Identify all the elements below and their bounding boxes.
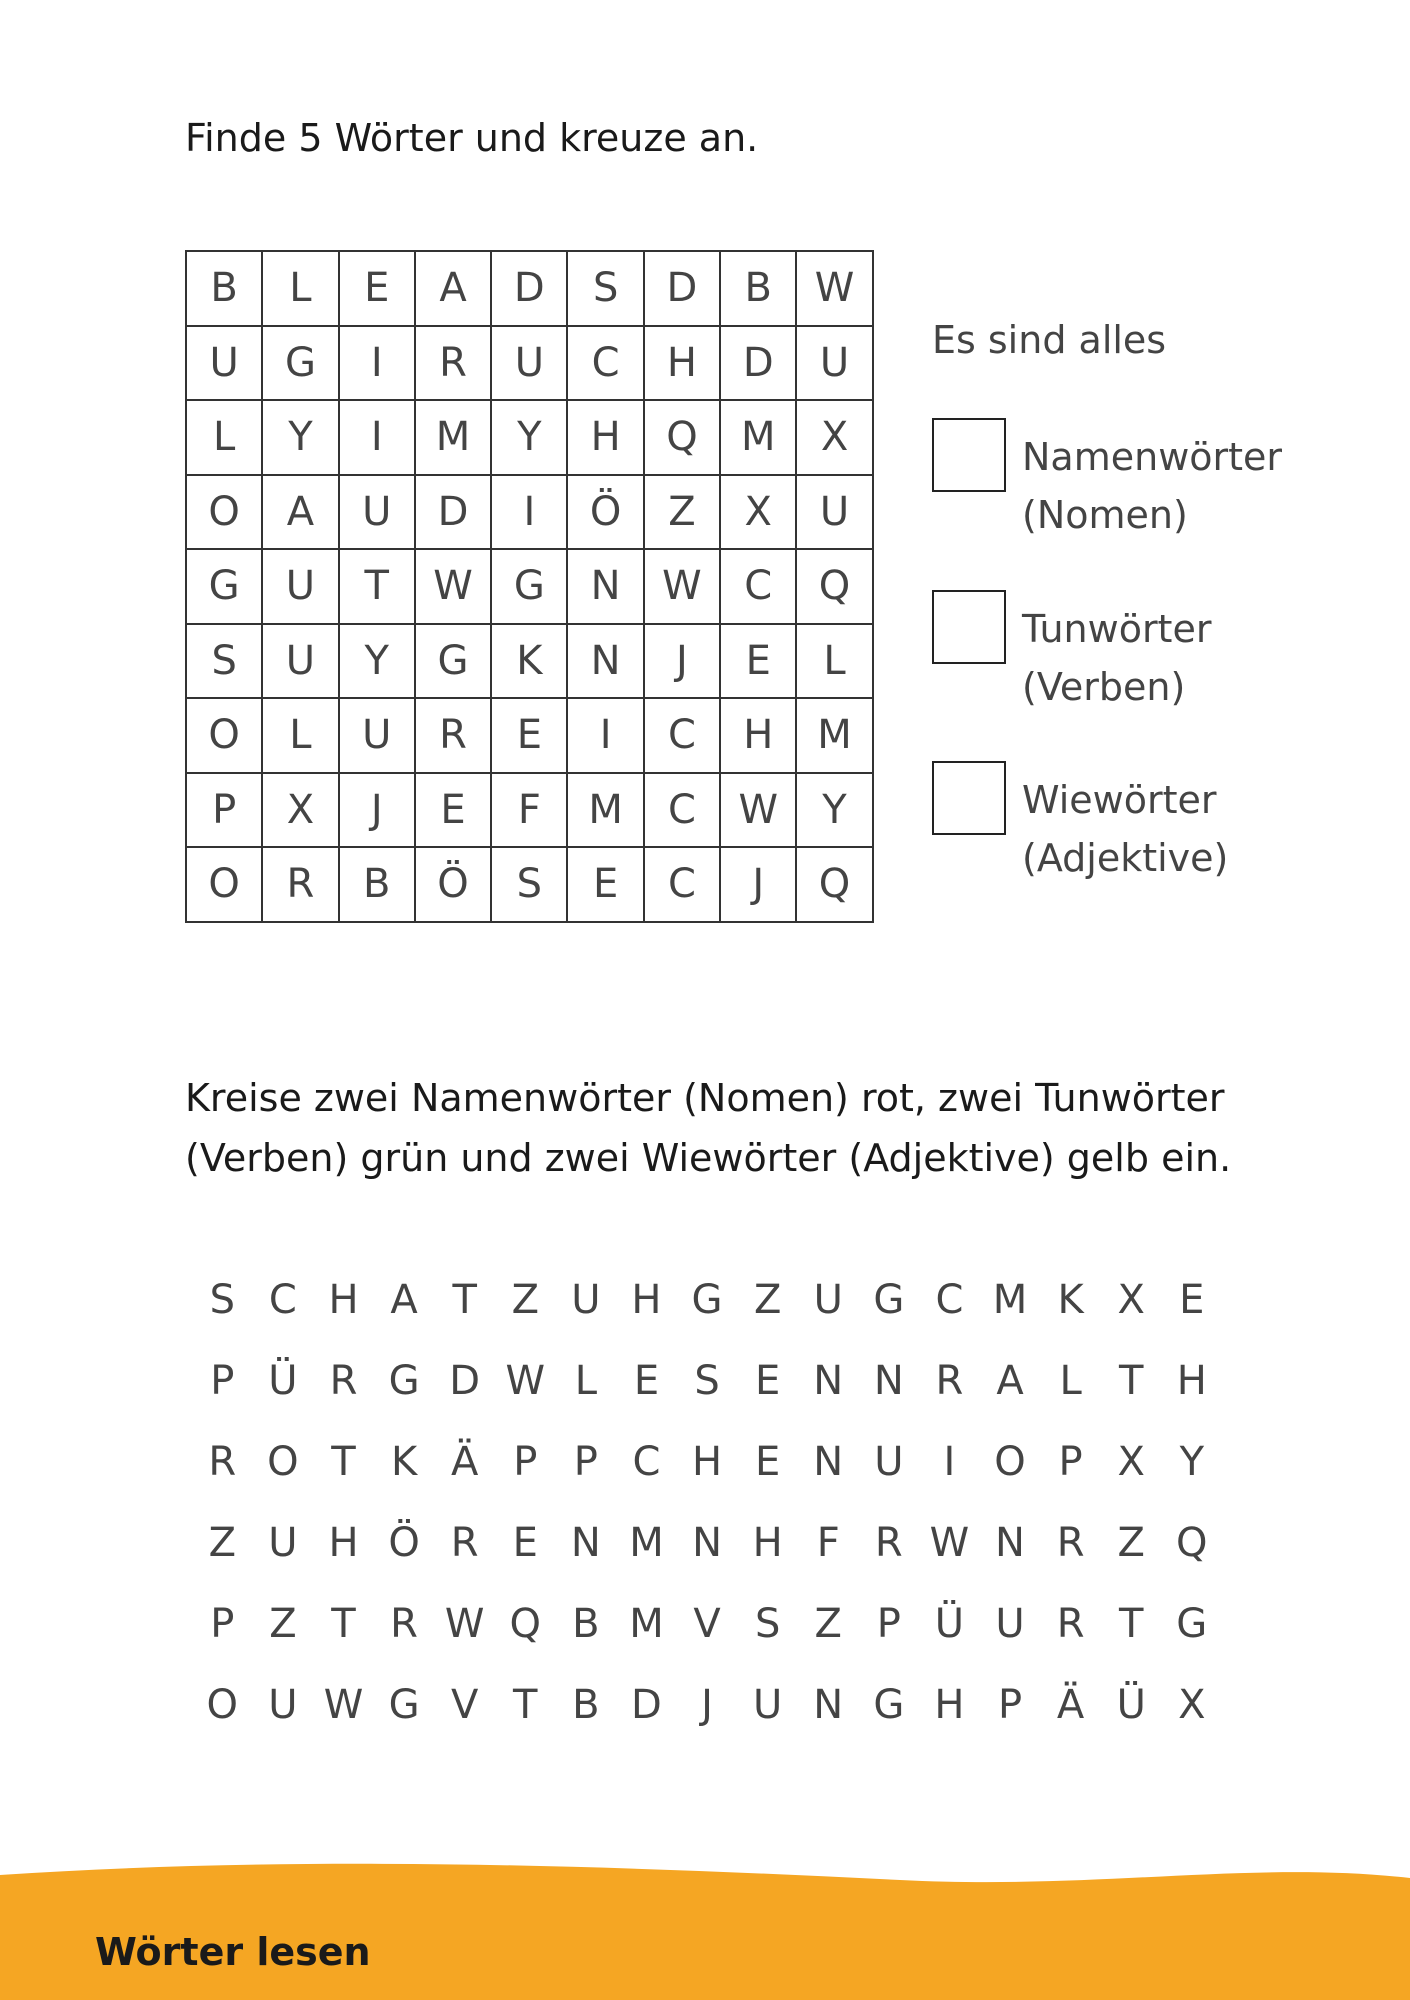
grid-cell[interactable]: T (339, 549, 415, 624)
letter-cell[interactable]: S (694, 1358, 720, 1404)
grid-cell[interactable]: M (567, 773, 643, 848)
letter-cell[interactable]: J (701, 1682, 713, 1728)
letter-cell[interactable]: E (633, 1358, 660, 1404)
letter-cell[interactable]: H (934, 1682, 965, 1728)
grid-cell[interactable]: O (186, 847, 262, 922)
instruction-circle-words: Kreise zwei Namenwörter (Nomen) rot, zwei Tunwörter (Verben) grün und zwei Wiewörter (Adjektive) gelb ein. (185, 1076, 1232, 1180)
letter-cell[interactable]: W (929, 1520, 970, 1566)
letter-cell[interactable]: N (873, 1358, 904, 1404)
letter-cell[interactable]: L (574, 1358, 597, 1404)
grid-cell[interactable]: S (567, 251, 643, 326)
letter-cell[interactable]: H (631, 1277, 662, 1323)
letter-cell[interactable]: O (267, 1439, 299, 1485)
letter-cell[interactable]: H (1176, 1358, 1207, 1404)
option-label: Namenwörter (Nomen) (1022, 435, 1283, 537)
grid-cell[interactable]: A (262, 475, 338, 550)
grid-cell[interactable]: C (720, 549, 796, 624)
letter-cell[interactable]: S (754, 1601, 781, 1647)
word-search-grid (185, 250, 874, 923)
grid-cell[interactable]: J (720, 847, 796, 922)
grid-row (186, 549, 873, 624)
letter-cell[interactable]: D (631, 1682, 662, 1728)
letter-cell[interactable]: D (449, 1358, 481, 1404)
grid-cell[interactable]: L (796, 624, 872, 699)
option-label: Wiewörter (Adjektive) (1022, 778, 1229, 880)
grid-cell[interactable]: U (796, 326, 872, 401)
letter-cell[interactable]: P (210, 1601, 235, 1647)
grid-cell[interactable]: C (567, 326, 643, 401)
grid-cell[interactable]: J (339, 773, 415, 848)
option-label: Tunwörter (Verben) (1022, 607, 1212, 709)
letter-cell[interactable]: T (513, 1682, 538, 1728)
grid-cell[interactable]: I (339, 326, 415, 401)
letter-cell[interactable]: R (1056, 1520, 1085, 1566)
grid-cell[interactable]: B (720, 251, 796, 326)
letter-cell[interactable]: Ü (268, 1358, 298, 1404)
letter-cell[interactable]: F (816, 1520, 840, 1566)
grid-cell[interactable]: Q (796, 847, 872, 922)
letter-cell[interactable]: R (208, 1439, 237, 1485)
grid-cell[interactable]: G (415, 624, 491, 699)
letter-cell[interactable]: C (935, 1277, 964, 1323)
grid-cell[interactable]: R (415, 698, 491, 773)
grid-cell[interactable]: L (186, 400, 262, 475)
grid-cell[interactable]: H (644, 326, 720, 401)
letter-cell[interactable]: H (692, 1439, 723, 1485)
grid-row (186, 475, 873, 550)
grid-cell[interactable]: E (720, 624, 796, 699)
grid-cell[interactable]: B (339, 847, 415, 922)
grid-cell[interactable]: P (186, 773, 262, 848)
grid-cell[interactable]: Q (644, 400, 720, 475)
letter-cell[interactable]: M (992, 1277, 1028, 1323)
letter-cell[interactable]: N (570, 1520, 601, 1566)
letter-cell[interactable]: X (1117, 1277, 1145, 1323)
letter-cell[interactable]: N (692, 1520, 722, 1566)
letter-cell[interactable]: Z (269, 1601, 297, 1647)
letter-cell[interactable]: Ä (1056, 1682, 1085, 1728)
letter-cell[interactable]: P (573, 1439, 598, 1485)
letter-cell[interactable]: O (994, 1439, 1026, 1485)
grid-cell[interactable]: Y (262, 400, 338, 475)
letter-cell[interactable]: Q (1176, 1520, 1208, 1566)
grid-cell[interactable]: G (491, 549, 567, 624)
letter-cell[interactable]: Z (208, 1520, 236, 1566)
letter-cell[interactable]: C (632, 1439, 661, 1485)
grid-cell[interactable]: H (720, 698, 796, 773)
grid-cell[interactable]: Z (644, 475, 720, 550)
grid-cell[interactable]: Y (339, 624, 415, 699)
grid-cell[interactable]: M (415, 400, 491, 475)
letter-cell[interactable]: T (331, 1439, 356, 1485)
grid-cell[interactable]: L (262, 251, 338, 326)
letter-cell[interactable]: L (1059, 1358, 1082, 1404)
grid-cell[interactable]: L (262, 698, 338, 773)
letter-cell[interactable]: G (388, 1358, 420, 1404)
letter-cell[interactable]: G (873, 1682, 905, 1728)
letter-cell[interactable]: U (753, 1682, 783, 1728)
letter-cell[interactable]: R (935, 1358, 964, 1404)
grid-cell[interactable]: E (567, 847, 643, 922)
letter-cell[interactable]: K (390, 1439, 418, 1485)
letter-cell[interactable]: T (331, 1601, 356, 1647)
grid-cell[interactable]: D (415, 475, 491, 550)
letter-cell[interactable]: K (1057, 1277, 1084, 1323)
letter-cell[interactable]: O (206, 1682, 239, 1728)
checkbox-tunwoerter[interactable] (932, 590, 1006, 664)
grid-cell[interactable]: S (491, 847, 567, 922)
grid-cell[interactable]: G (186, 549, 262, 624)
letter-cell[interactable]: Ü (934, 1601, 965, 1647)
grid-cell[interactable]: W (796, 251, 872, 326)
grid-cell[interactable]: M (796, 698, 872, 773)
letter-cell[interactable]: P (997, 1682, 1023, 1728)
grid-cell[interactable]: W (644, 549, 720, 624)
grid-cell[interactable]: I (339, 400, 415, 475)
letter-cell[interactable]: I (943, 1439, 956, 1485)
grid-cell[interactable]: Ö (567, 475, 643, 550)
letter-cell[interactable]: N (995, 1520, 1025, 1566)
letter-cell[interactable]: Ö (388, 1520, 420, 1566)
letter-cell[interactable]: N (813, 1358, 844, 1404)
letter-cell[interactable]: U (813, 1277, 843, 1323)
grid-cell[interactable]: Ö (415, 847, 491, 922)
grid-cell[interactable]: E (339, 251, 415, 326)
grid-row (186, 400, 873, 475)
letter-cell[interactable]: G (873, 1277, 905, 1323)
footer-wave-shape (0, 1850, 1410, 2000)
letter-cell[interactable]: P (876, 1601, 901, 1647)
grid-cell[interactable]: X (720, 475, 796, 550)
grid-cell[interactable]: W (720, 773, 796, 848)
letter-cell[interactable]: U (268, 1520, 298, 1566)
grid-cell[interactable]: U (262, 624, 338, 699)
grid-cell[interactable]: G (262, 326, 338, 401)
category-question: Es sind alles (932, 318, 1167, 362)
grid-cell[interactable]: J (644, 624, 720, 699)
grid-cell[interactable]: S (186, 624, 262, 699)
grid-cell[interactable]: N (567, 549, 643, 624)
letter-cell[interactable]: R (390, 1601, 418, 1647)
letter-cell[interactable]: W (323, 1682, 364, 1728)
grid-cell[interactable]: R (262, 847, 338, 922)
letter-cell[interactable]: M (629, 1520, 664, 1566)
letter-cell[interactable]: E (512, 1520, 538, 1566)
letter-cell[interactable]: Z (511, 1277, 539, 1323)
grid-cell[interactable]: C (644, 847, 720, 922)
grid-cell[interactable]: U (262, 549, 338, 624)
grid-row (186, 624, 873, 699)
footer-band (0, 1850, 1410, 2000)
footer-title: Wörter lesen (95, 1930, 371, 1974)
grid-cell[interactable]: U (186, 326, 262, 401)
letter-cell[interactable]: U (571, 1277, 601, 1323)
letter-cell[interactable]: E (755, 1358, 781, 1404)
letter-cell[interactable]: Z (753, 1277, 782, 1323)
letter-cell[interactable]: H (328, 1277, 359, 1323)
letter-cell[interactable]: E (1179, 1277, 1205, 1323)
instruction-find-words: Finde 5 Wörter und kreuze an. (185, 116, 759, 160)
grid-cell[interactable]: W (415, 549, 491, 624)
letter-cell[interactable]: Z (814, 1601, 842, 1647)
letter-cell[interactable]: B (572, 1682, 600, 1728)
grid-cell[interactable]: E (491, 698, 567, 773)
letter-cell[interactable]: Q (509, 1601, 541, 1647)
letter-cell[interactable]: R (329, 1358, 358, 1404)
grid-row (186, 251, 873, 326)
grid-cell[interactable]: U (339, 698, 415, 773)
letter-cell[interactable]: P (513, 1439, 538, 1485)
grid-cell[interactable]: K (491, 624, 567, 699)
letter-cell[interactable]: T (452, 1277, 477, 1323)
letter-cell[interactable]: P (210, 1358, 235, 1404)
letter-cell[interactable]: E (755, 1439, 781, 1485)
letter-cell[interactable]: V (450, 1682, 479, 1728)
letter-cell[interactable]: C (268, 1277, 297, 1323)
letter-cell[interactable]: Ä (450, 1439, 479, 1485)
letter-cell[interactable]: H (752, 1520, 783, 1566)
checkbox-namenwoerter[interactable] (932, 418, 1006, 492)
grid-cell[interactable]: X (262, 773, 338, 848)
letter-cell[interactable]: N (813, 1439, 844, 1485)
grid-row (186, 847, 873, 922)
letter-cell[interactable]: B (572, 1601, 600, 1647)
letter-cell[interactable]: A (390, 1277, 418, 1323)
letter-cell[interactable]: R (450, 1520, 479, 1566)
grid-cell[interactable]: N (567, 624, 643, 699)
grid-cell[interactable]: I (567, 698, 643, 773)
grid-row (186, 773, 873, 848)
letter-cell[interactable]: A (996, 1358, 1024, 1404)
grid-cell[interactable]: Y (796, 773, 872, 848)
letter-cell[interactable]: T (1118, 1358, 1144, 1404)
letter-cell[interactable]: H (328, 1520, 359, 1566)
letter-cell[interactable]: X (1117, 1439, 1145, 1485)
letter-cell[interactable]: U (268, 1682, 298, 1728)
grid-cell[interactable]: C (644, 698, 720, 773)
grid-cell[interactable]: C (644, 773, 720, 848)
grid-cell[interactable]: I (491, 475, 567, 550)
letter-cell[interactable]: Y (1179, 1439, 1205, 1485)
letter-cell[interactable]: U (874, 1439, 904, 1485)
grid-cell[interactable]: H (567, 400, 643, 475)
letter-cell[interactable]: R (874, 1520, 903, 1566)
letter-cell[interactable]: W (444, 1601, 485, 1647)
letter-grid (192, 1260, 1222, 1746)
letter-cell[interactable]: S (209, 1277, 235, 1323)
grid-cell[interactable]: E (415, 773, 491, 848)
grid-cell[interactable]: D (644, 251, 720, 326)
grid-cell[interactable]: D (491, 251, 567, 326)
letter-cell[interactable]: T (1118, 1601, 1144, 1647)
letter-cell[interactable]: P (1058, 1439, 1083, 1485)
grid-cell[interactable]: X (796, 400, 872, 475)
letter-cell[interactable]: N (813, 1682, 844, 1728)
grid-cell[interactable]: O (186, 698, 262, 773)
grid-cell[interactable]: Y (491, 400, 567, 475)
grid-cell[interactable]: A (415, 251, 491, 326)
grid-cell[interactable]: Q (796, 549, 872, 624)
grid-cell[interactable]: O (186, 475, 262, 550)
grid-cell[interactable]: U (491, 326, 567, 401)
letter-cell[interactable]: G (1176, 1601, 1208, 1647)
letter-cell[interactable]: G (388, 1682, 420, 1728)
letter-cell[interactable]: U (995, 1601, 1025, 1647)
letter-cell[interactable]: V (693, 1601, 721, 1647)
letter-cell[interactable]: Z (1117, 1520, 1145, 1566)
checkbox-wiewoerter[interactable] (932, 761, 1006, 835)
letter-cell[interactable]: M (629, 1601, 664, 1647)
grid-cell[interactable]: M (720, 400, 796, 475)
grid-cell[interactable]: U (796, 475, 872, 550)
grid-cell[interactable]: B (186, 251, 262, 326)
letter-cell[interactable]: Ü (1116, 1682, 1146, 1728)
letter-cell[interactable]: G (691, 1277, 723, 1323)
grid-row (186, 698, 873, 773)
grid-cell[interactable]: R (415, 326, 491, 401)
letter-cell[interactable]: X (1178, 1682, 1206, 1728)
grid-row (186, 326, 873, 401)
letter-cell[interactable]: W (505, 1358, 546, 1404)
grid-cell[interactable]: F (491, 773, 567, 848)
letter-cell[interactable]: R (1056, 1601, 1085, 1647)
grid-cell[interactable]: U (339, 475, 415, 550)
grid-cell[interactable]: D (720, 326, 796, 401)
